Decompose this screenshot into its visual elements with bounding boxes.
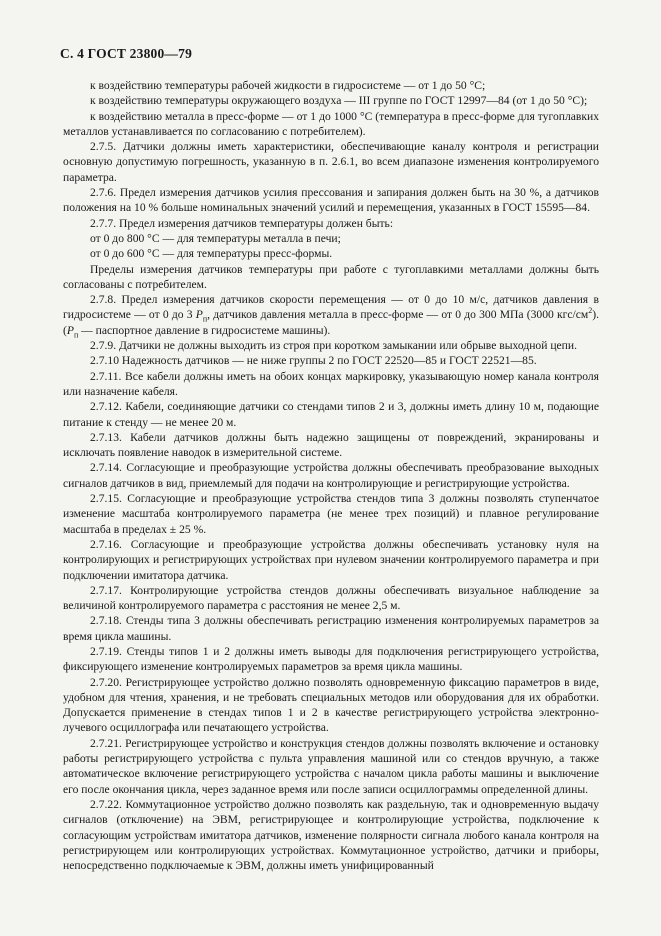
- paragraph-2-7-22: 2.7.22. Коммутационное устройство должно позволять как раздельную, так и одновременную выдачу сигналов (отключение) на ЭВМ, регистрирующее и контролирующие устройства, подключение к согласующим устройствам имитатора датчиков, изменение полярности сигнала любого канала контроля на регистрирующем или контролирующих устройствах. Коммутационное устройство, датчики и приборы, непосредственно подключаемые к ЭВМ, должны иметь унифицированный: [63, 797, 599, 873]
- paragraph-2-7-8: [63, 292, 599, 338]
- paragraph: от 0 до 600 °C — для температуры пресс-формы.: [90, 247, 333, 261]
- paragraph-2-7-19: 2.7.19. Стенды типов 1 и 2 должны иметь выводы для подключения регистрирующего устройства, фиксирующего изменение контролируемых параметров за время цикла машины.: [63, 644, 599, 674]
- paragraph: от 0 до 800 °C — для температуры металла в печи;: [90, 231, 341, 245]
- paragraph-2-7-18: 2.7.18. Стенды типа 3 должны обеспечивать регистрацию изменения контролируемых параметров за время цикла машины.: [63, 614, 599, 643]
- paragraph: к воздействию температуры окружающего воздуха — III группе по ГОСТ 12997—84 (от 1 до 50 °C);: [90, 94, 588, 108]
- superscript: 2: [588, 306, 593, 316]
- page-header: С. 4 ГОСТ 23800—79: [60, 46, 193, 61]
- paragraph-2-7-16: 2.7.16. Согласующие и преобразующие устройства должны обеспечивать установку нуля на контролирующих и регистрирующих устройствах при нулевом значении контролируемого параметра и при подключении имитатора датчика.: [63, 537, 599, 582]
- document-body: [63, 78, 599, 873]
- paragraph-2-7-17: 2.7.17. Контролирующие устройства стендов должны обеспечивать визуальное наблюдение за величиной контролируемого параметра с расстояния не менее 2,5 м.: [63, 583, 599, 613]
- symbol-p: P: [66, 323, 74, 337]
- paragraph-2-7-13: 2.7.13. Кабели датчиков должны быть надежно защищены от повреждений, экранированы и исключать появление наводок в измерительной системе.: [63, 430, 599, 460]
- paragraph-2-7-14: 2.7.14. Согласующие и преобразующие устройства должны обеспечивать преобразование выходных сигналов датчиков в вид, приемлемый для подачи на контролирующие и регистрирующие устройства.: [63, 461, 599, 490]
- paragraph-2-7-5: 2.7.5. Датчики должны иметь характеристики, обеспечивающие каналу контроля и регистрации основную допустимую погрешность, указанную в п. 2.6.1, во всем диапазоне изменения контролируемого параметра.: [63, 140, 599, 184]
- paragraph-2-7-6: 2.7.6. Предел измерения датчиков усилия прессования и запирания должен быть на 30 %, а датчиков положения на 10 % больше номинальных значений усилий и перемещения, указанных в ГОСТ 15595—84.: [63, 186, 599, 215]
- text-run: ). (: [63, 308, 599, 337]
- paragraph-2-7-12: 2.7.12. Кабели, соединяющие датчики со стендами типов 2 и 3, должны иметь длину 10 м, подающие питание к стенду — не менее 20 м.: [63, 400, 599, 429]
- paragraph-2-7-10: 2.7.10 Надежность датчиков — не ниже группы 2 по ГОСТ 22520—85 и ГОСТ 22521—85.: [90, 354, 537, 368]
- paragraph-2-7-11: 2.7.11. Все кабели должны иметь на обоих концах маркировку, указывающую номер канала контроля или назначение кабеля.: [63, 369, 599, 398]
- subscript: п: [73, 330, 79, 340]
- paragraph-2-7-15: 2.7.15. Согласующие и преобразующие устройства стендов типа 3 должны позволять ступенчатое изменение масштаба контролируемого параметра (не менее трех позиций) и плавное регулирование масштаба в пределах ± 25 %.: [63, 492, 599, 536]
- paragraph: Пределы измерения датчиков температуры при работе с тугоплавкими металлами должны быть согласованы с потребителем.: [63, 262, 599, 291]
- text-run: , датчиков давления металла в пресс-форме — от 0 до 300 МПа (3000 кгс/см: [207, 308, 589, 322]
- paragraph-2-7-9: 2.7.9. Датчики не должны выходить из строя при коротком замыкании или обрыве выходной цепи.: [90, 339, 577, 353]
- paragraph-2-7-20: 2.7.20. Регистрирующее устройство должно позволять одновременную фиксацию параметров в виде, удобном для чтения, хранения, и не требовать специальных методов или оборудования для их обработки. Допускается применение в стендах типов 1 и 2 в качестве регистрирующего устройства электронно-лучевого осциллографа или печатающего устройства.: [63, 675, 599, 735]
- paragraph-2-7-21: 2.7.21. Регистрирующее устройство и конструкция стендов должны позволять включение и остановку работы регистрирующего устройства с пульта управления машиной или со стендов вручную, а также автоматическое включение регистрирующего устройства с началом цикла работы машины и выключение его после окончания цикла, через заданное время или после записи осциллограммы определенной длины.: [63, 736, 599, 796]
- paragraph: к воздействию температуры рабочей жидкости в гидросистеме — от 1 до 50 °C;: [90, 79, 486, 92]
- paragraph-2-7-7: 2.7.7. Предел измерения датчиков температуры должен быть:: [90, 216, 394, 230]
- text-run: 2.7.8. Предел измерения датчиков скорости перемещения — от 0 до 10 м/с, датчиков давления в гидросистеме — от 0 до 3: [63, 293, 599, 322]
- paragraph: к воздействию металла в пресс-форме — от 1 до 1000 °C (температура в пресс-форме для тугоплавких металлов устанавливается по согласованию с потребителем).: [63, 109, 599, 138]
- subscript: п: [202, 314, 208, 324]
- text-run: — паспортное давление в гидросистеме машины).: [78, 323, 331, 337]
- symbol-p: P: [195, 308, 203, 322]
